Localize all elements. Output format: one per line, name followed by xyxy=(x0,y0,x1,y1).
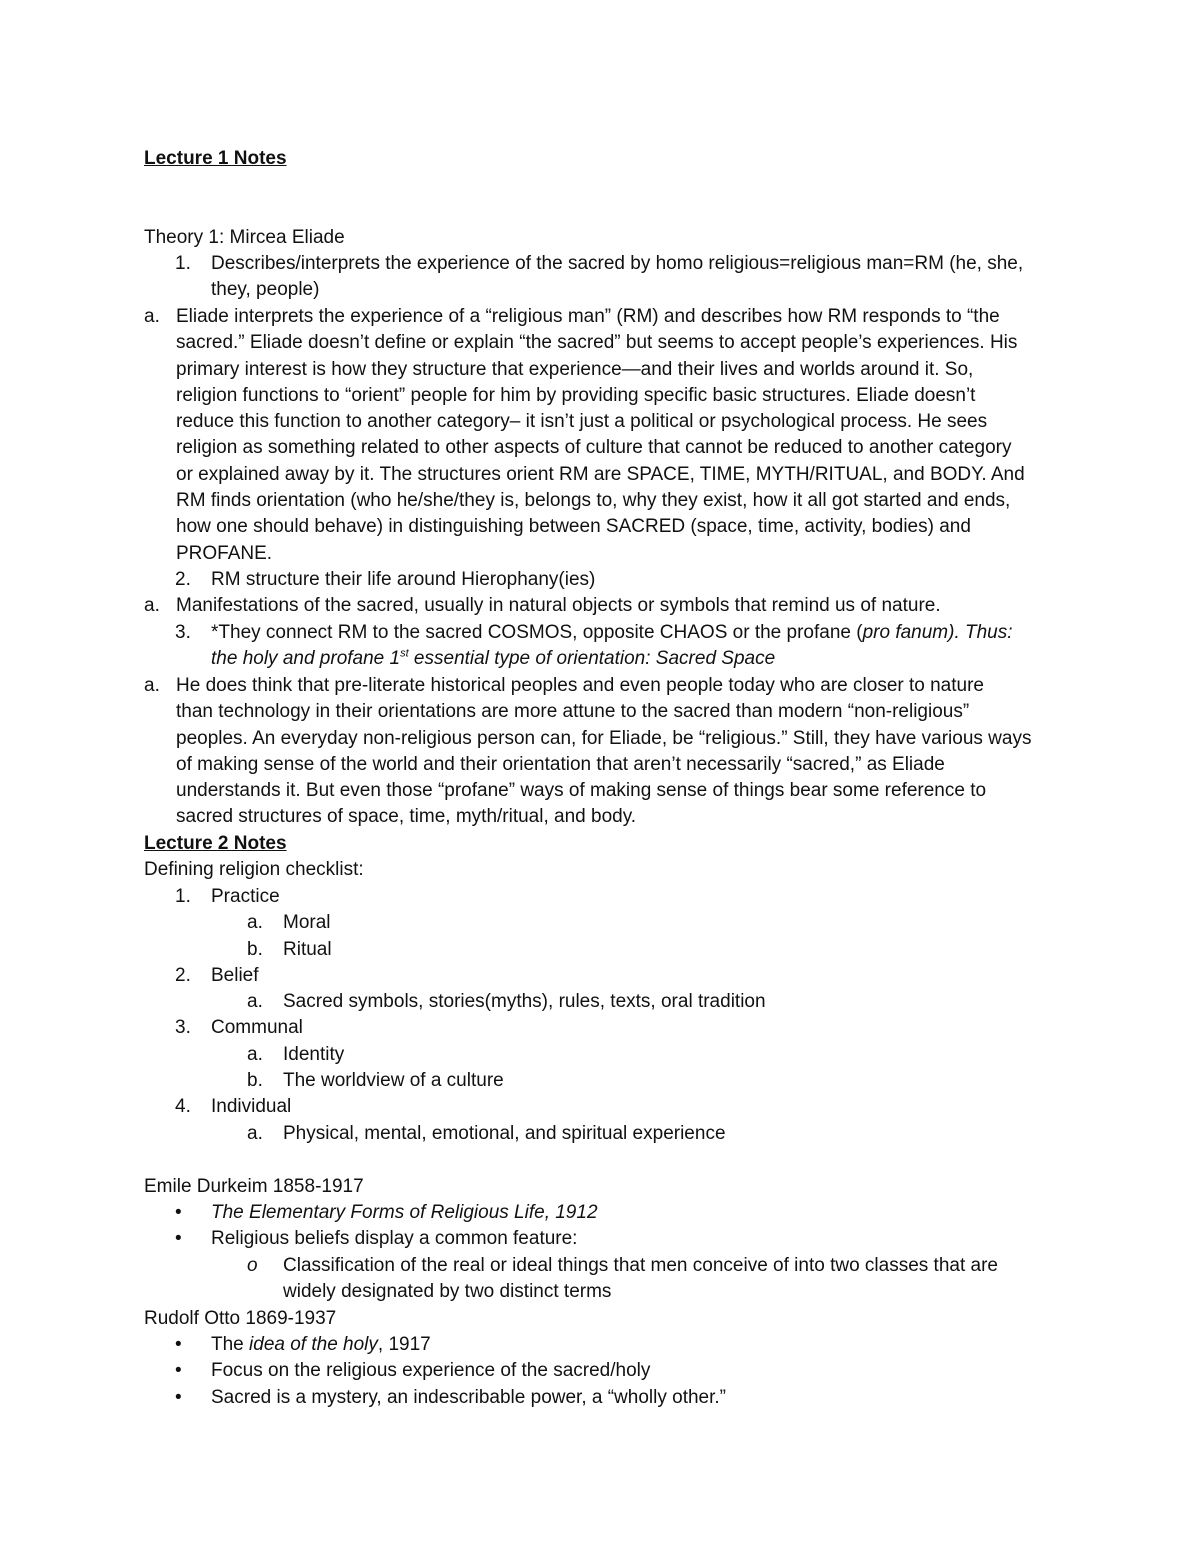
checklist-subitem: b. Ritual xyxy=(247,938,332,960)
paragraph-line: sacred.” Eliade doesn’t define or explain “the sacred” but seems to accept people’s experiences. His xyxy=(176,332,1018,354)
item-3-text xyxy=(211,620,1071,673)
paragraph-line: PROFANE. xyxy=(176,542,273,564)
item-1-number: 1. xyxy=(175,253,191,274)
paragraph-line: Eliade interprets the experience of a “religious man” (RM) and describes how RM responds to “the xyxy=(176,306,1000,327)
durkheim-title: Emile Durkeim 1858-1917 xyxy=(144,1176,364,1197)
item-3-line-1: *They connect RM to the sacred COSMOS, opposite CHAOS or the profane (pro fanum). Thus: xyxy=(211,622,1013,643)
paragraph-line: primary interest is how they structure that experience—and their lives and worlds around it. So, xyxy=(176,358,974,380)
sub-bullet-item: o Classification of the real or ideal things that men conceive of into two classes that are widely designated by two distinct terms xyxy=(247,1254,998,1302)
paragraph-line: He does think that pre-literate historical peoples and even people today who are closer to nature xyxy=(176,675,984,696)
hierophany-definition: Manifestations of the sacred, usually in natural objects or symbols that remind us of nature. xyxy=(176,595,941,616)
checklist-subitem: a. Sacred symbols, stories(myths), rules, texts, oral tradition xyxy=(247,991,766,1013)
paragraph-line: how one should behave) in distinguishing between SACRED (space, time, activity, bodies) and xyxy=(176,516,971,538)
bullet-item: • Religious beliefs display a common feature: xyxy=(175,1226,1055,1252)
bullet-icon: • xyxy=(175,1334,182,1355)
item-1a-marker: a. xyxy=(144,306,160,327)
otto-bullets xyxy=(175,1332,1055,1411)
checklist-item-practice: 1. Practice xyxy=(175,886,280,907)
checklist-item-belief: 2. Belief xyxy=(175,964,259,986)
otto-title: Rudolf Otto 1869-1937 xyxy=(144,1308,337,1329)
lecture-1-heading: Lecture 1 Notes xyxy=(144,148,287,169)
paragraph-line: than technology in their orientations are more attune to the sacred than modern “non-religious” xyxy=(176,701,970,723)
bullet-item: • Focus on the religious experience of the sacred/holy xyxy=(175,1358,1055,1384)
lecture-2-heading: Lecture 2 Notes xyxy=(144,833,287,854)
bullet-item: • The Elementary Forms of Religious Life, 1912 xyxy=(175,1200,1055,1226)
item-3-number: 3. xyxy=(175,622,191,643)
item-2a-marker: a. xyxy=(144,595,160,616)
item-3-line-2: the holy and profane 1st essential type of orientation: Sacred Space xyxy=(211,647,776,670)
hollow-bullet-icon: o xyxy=(247,1254,258,1276)
paragraph-line: or explained away by it. The structures orient RM are SPACE, TIME, MYTH/RITUAL, and BODY. And xyxy=(176,463,1025,485)
checklist-item-communal: 3. Communal xyxy=(175,1017,303,1039)
item-2-text: RM structure their life around Hierophany(ies) xyxy=(211,569,596,590)
item-3a-marker: a. xyxy=(144,675,160,696)
paragraph-line: understands it. But even those “profane” ways of making sense of things bear some reference to xyxy=(176,780,987,802)
paragraph-line: religion as something related to other aspects of culture that cannot be reduced to another category xyxy=(176,437,1012,459)
paragraph-line: peoples. An everyday non-religious person can, for Eliade, be “religious.” Still, they have various ways xyxy=(176,727,1032,749)
checklist-subitem: a. Physical, mental, emotional, and spiritual experience xyxy=(247,1122,726,1144)
bullet-item: • Sacred is a mystery, an indescribable power, a “wholly other.” xyxy=(175,1385,1055,1411)
checklist-item-individual: 4. Individual xyxy=(175,1096,292,1118)
checklist-subitem: a. Identity xyxy=(247,1043,345,1065)
item-1-text xyxy=(211,251,1071,304)
item-1-line-2: they, people) xyxy=(211,279,320,301)
checklist-title: Defining religion checklist: xyxy=(144,859,364,880)
bullet-item: • The idea of the holy, 1917 xyxy=(175,1332,1055,1358)
bullet-icon: • xyxy=(175,1202,182,1223)
bullet-icon: • xyxy=(175,1228,182,1250)
paragraph-line: sacred structures of space, time, myth/ritual, and body. xyxy=(176,806,637,828)
bullet-icon: • xyxy=(175,1386,182,1408)
checklist xyxy=(175,884,766,1147)
item-2-number: 2. xyxy=(175,569,191,590)
paragraph-line: RM finds orientation (who he/she/they is, belongs to, why they exist, how it all got started and ends, xyxy=(176,490,1011,512)
pre-literate-paragraph xyxy=(176,673,1076,831)
eliade-paragraph xyxy=(176,304,1076,567)
bullet-icon: • xyxy=(175,1360,182,1382)
item-1-line-1: Describes/interprets the experience of the sacred by homo religious=religious man=RM (he, she, xyxy=(211,253,1024,274)
theory-1-title: Theory 1: Mircea Eliade xyxy=(144,227,345,248)
durkheim-bullets xyxy=(175,1200,1055,1305)
paragraph-line: of making sense of the world and their orientation that aren’t necessarily “sacred,” as Eliade xyxy=(176,753,945,775)
checklist-subitem: b. The worldview of a culture xyxy=(247,1070,504,1092)
paragraph-line: religion functions to “orient” people for him by providing specific basic structures. Eliade doesn’t xyxy=(176,384,976,406)
paragraph-line: reduce this function to another category– it isn’t just a political or psychological process. He sees xyxy=(176,411,988,433)
checklist-subitem: a. Moral xyxy=(247,912,331,934)
